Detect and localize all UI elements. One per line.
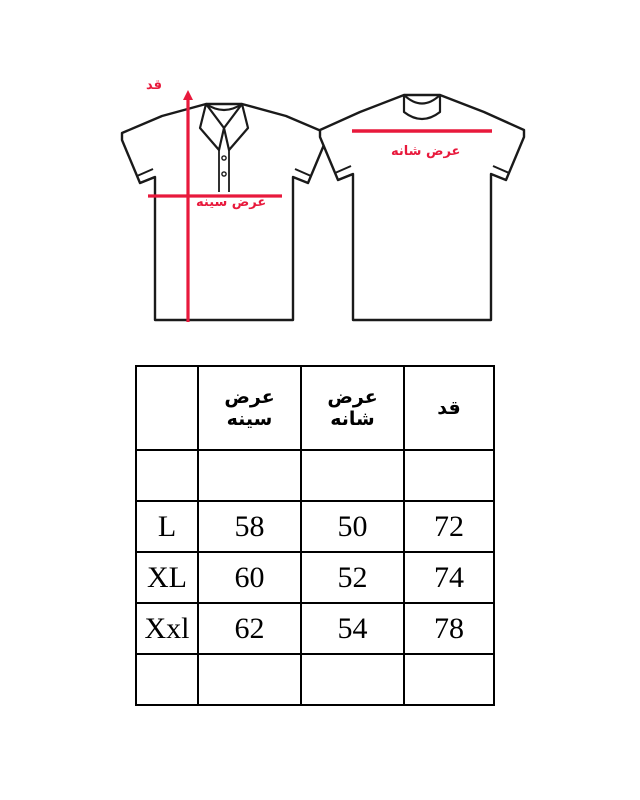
spacer-cell [198, 450, 301, 501]
polo-shirt-back-graphic [320, 95, 524, 320]
table-row [136, 552, 494, 603]
cell-chest: 62 [198, 603, 301, 654]
label-chest-width: عرض سینه [196, 195, 267, 210]
cell-size: L [136, 501, 198, 552]
spacer-cell [136, 450, 198, 501]
shirt-diagram [0, 0, 640, 355]
header-shoulder: عرض شانه [301, 366, 404, 450]
table-spacer-row [136, 450, 494, 501]
header-size [136, 366, 198, 450]
table-row [136, 501, 494, 552]
header-chest: عرض سینه [198, 366, 301, 450]
cell-length: 78 [404, 603, 494, 654]
polo-shirt-front-graphic [122, 104, 326, 320]
size-table-body [136, 450, 494, 705]
label-shoulder-width: عرض شانه [391, 144, 461, 159]
size-table-head [136, 366, 494, 450]
cell-shoulder: 50 [301, 501, 404, 552]
label-length: قد [146, 78, 163, 93]
cell-chest: 58 [198, 501, 301, 552]
table-row [136, 603, 494, 654]
size-table-wrapper [145, 365, 495, 695]
cell-length: 72 [404, 501, 494, 552]
cell-size: Xxl [136, 603, 198, 654]
cell-length: 74 [404, 552, 494, 603]
table-header-row [136, 366, 494, 450]
cell-chest: 60 [198, 552, 301, 603]
padding-cell [301, 654, 404, 705]
spacer-cell [404, 450, 494, 501]
size-table [135, 365, 495, 706]
header-length: قد [404, 366, 494, 450]
table-bottom-padding-row [136, 654, 494, 705]
cell-shoulder: 54 [301, 603, 404, 654]
cell-size: XL [136, 552, 198, 603]
cell-shoulder: 52 [301, 552, 404, 603]
padding-cell [404, 654, 494, 705]
spacer-cell [301, 450, 404, 501]
padding-cell [136, 654, 198, 705]
padding-cell [198, 654, 301, 705]
